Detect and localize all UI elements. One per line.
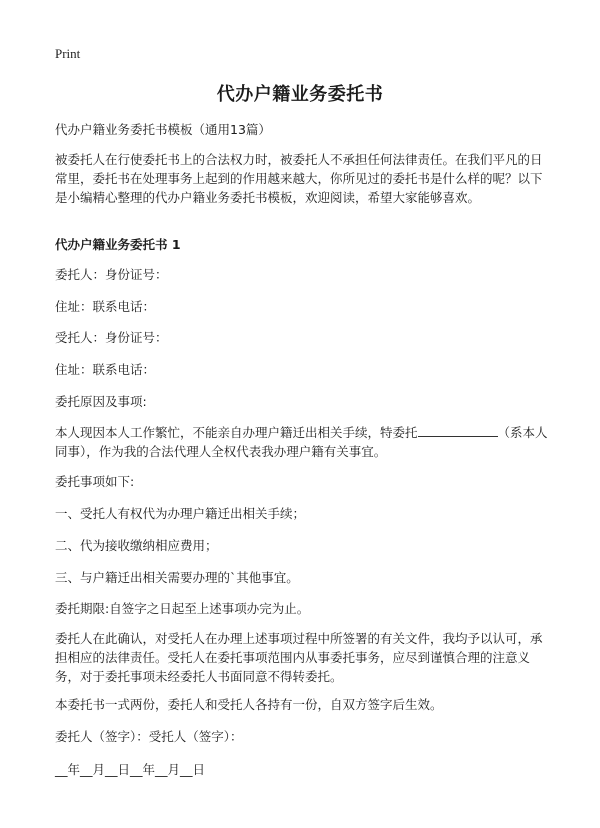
print-link[interactable]: Print	[55, 46, 81, 61]
reason-text-part1: 本人现因本人工作繁忙，不能亲自办理户籍迁出相关手续，特委托	[55, 425, 418, 440]
subtitle: 代办户籍业务委托书模板（通用13篇）	[55, 122, 271, 137]
confirmation-paragraph: 委托人在此确认，对受托人在办理上述事项过程中所签署的有关文件，我均予以认可，承担相应的法律责任。受托人在委托事项范围内从事委托事务，应尽到谨慎合理的注意义务，对于委托事项未经委托人书面同意不得转委托。	[55, 631, 543, 684]
list-item-3: 三、与户籍迁出相关需要办理的`其他事宜。	[55, 570, 299, 585]
agent-address-field: 住址：联系电话：	[55, 362, 156, 377]
reason-paragraph	[55, 423, 550, 461]
period-paragraph: 委托期限:自签字之日起至上述事项办完为止。	[55, 601, 310, 616]
intro-paragraph: 被委托人在行使委托书上的合法权力时，被委托人不承担任何法律责任。在我们平凡的日常里，委托书在处理事务上起到的作用越来越大，你所见过的委托书是什么样的呢？以下是小编精心整理的代办户籍业务委托书模板，欢迎阅读，希望大家能够喜欢。	[55, 152, 543, 205]
principal-address-field: 住址：联系电话：	[55, 299, 156, 314]
signatures-line: 委托人（签字）：受托人（签字）：	[55, 729, 243, 744]
list-item-2: 二、代为接收缴纳相应费用；	[55, 538, 218, 553]
list-item-1: 一、受托人有权代为办理户籍迁出相关手续；	[55, 506, 306, 521]
reason-heading: 委托原因及事项:	[55, 394, 147, 409]
date-line: __年__月__日__年__月__日	[55, 762, 206, 777]
principal-field: 委托人：身份证号：	[55, 267, 168, 282]
copies-paragraph: 本委托书一式两份，委托人和受托人各持有一份，自双方签字后生效。	[55, 697, 443, 712]
agent-name-blank	[418, 424, 498, 437]
section-heading: 代办户籍业务委托书 1	[55, 237, 181, 252]
document-title: 代办户籍业务委托书	[216, 84, 384, 105]
items-heading: 委托事项如下:	[55, 474, 135, 489]
reason-text-part2: （系本人同事），作为我的合法代理人全权代表我办理户籍有关事宜。	[55, 425, 548, 459]
agent-field: 受托人：身份证号：	[55, 330, 168, 345]
